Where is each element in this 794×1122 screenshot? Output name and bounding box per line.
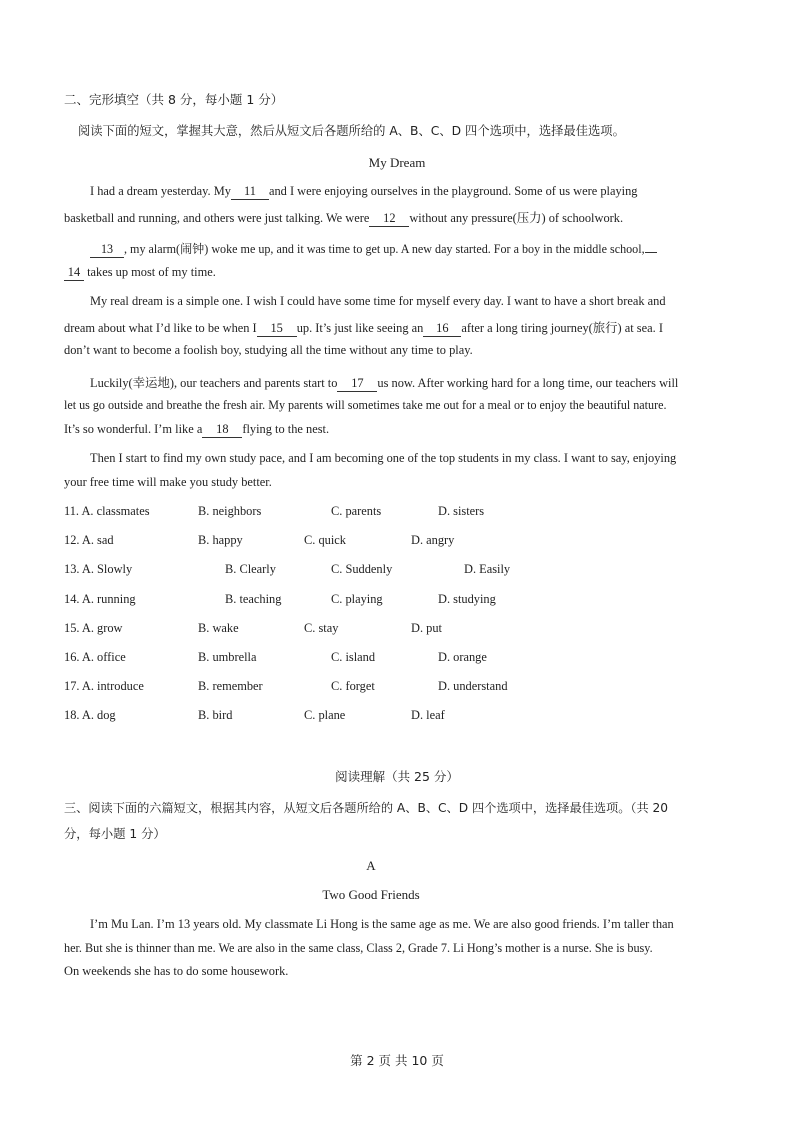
text: after a long tiring journey(旅行) at sea. I xyxy=(461,321,663,335)
option-c: C. parents xyxy=(331,504,382,518)
page-number: 第 2 页 共 10 页 xyxy=(350,1053,444,1068)
paragraph-line xyxy=(64,318,663,337)
paragraph-line: her. But she is thinner than me. We are also in the same class, Class 2, Grade 7. Li Hong’s mother is a nurse. She is busy. xyxy=(64,941,653,955)
passage-title: Two Good Friends xyxy=(322,887,420,902)
option-number: 18. A. dog xyxy=(64,708,116,722)
option-c: C. Suddenly xyxy=(331,562,393,576)
paragraph-line xyxy=(90,184,637,200)
option-d: D. studying xyxy=(438,592,496,606)
option-d: D. leaf xyxy=(411,708,445,722)
text: takes up most of my time. xyxy=(87,265,216,279)
reading-heading: 阅读理解（共 25 分） xyxy=(335,769,459,784)
option-d: D. orange xyxy=(438,650,487,664)
text: us now. After working hard for a long time, our teachers will xyxy=(377,376,679,390)
option-d: D. angry xyxy=(411,533,455,547)
text: without any pressure(压力) of schoolwork. xyxy=(409,211,624,225)
passage-letter: A xyxy=(366,858,376,873)
passage-title: My Dream xyxy=(368,155,426,170)
option-d: D. sisters xyxy=(438,504,485,518)
paragraph-line xyxy=(64,208,623,227)
reading-instruction: 分，每小题 1 分） xyxy=(64,827,166,841)
text: dream about what I’d like to be when I xyxy=(64,321,257,335)
paragraph-line: let us go outside and breathe the fresh air. My parents will sometimes take me out for a meal or to enjoy the beautiful nature. xyxy=(64,398,667,412)
paragraph-line: don’t want to become a foolish boy, studying all the time without any time to play. xyxy=(64,343,473,357)
text: I had a dream yesterday. My xyxy=(90,184,231,198)
paragraph-line: your free time will make you study better. xyxy=(64,475,272,489)
text: flying to the nest. xyxy=(242,422,330,436)
paragraph-line: My real dream is a simple one. I wish I could have some time for myself every day. I want to have a short break and xyxy=(90,294,666,308)
blank-underline xyxy=(645,252,657,253)
blank-13: 13 xyxy=(90,242,124,258)
option-b: B. bird xyxy=(198,708,233,722)
option-d: D. put xyxy=(411,621,442,635)
text: It’s so wonderful. I’m like a xyxy=(64,422,203,436)
text: and I were enjoying ourselves in the playground. Some of us were playing xyxy=(268,184,638,198)
paragraph-line: On weekends she has to do some housework. xyxy=(64,964,289,978)
option-b: B. teaching xyxy=(225,592,282,606)
option-number: 17. A. introduce xyxy=(64,679,144,693)
option-b: B. wake xyxy=(198,621,239,635)
option-number: 12. A. sad xyxy=(64,533,114,547)
text: basketball and running, and others were just talking. We were xyxy=(64,211,370,225)
text: up. It’s just like seeing an xyxy=(296,321,424,335)
paragraph-line: I’m Mu Lan. I’m 13 years old. My classmate Li Hong is the same age as me. We are also good friends. I’m taller than xyxy=(90,917,674,931)
text: , my alarm(闹钟) woke me up, and it was time to get up. A new day started. For a boy in the middle school, xyxy=(124,242,645,256)
option-d: D. Easily xyxy=(464,562,511,576)
text: Luckily(幸运地), our teachers and parents start to xyxy=(90,376,338,390)
reading-instruction: 三、阅读下面的六篇短文，根据其内容，从短文后各题所给的 A、B、C、D 四个选项中，选择最佳选项。（共 20 xyxy=(64,801,669,815)
blank-15: 15 xyxy=(257,321,297,337)
blank-11: 11 xyxy=(231,184,269,200)
option-c: C. stay xyxy=(304,621,339,635)
blank-12: 12 xyxy=(369,211,409,227)
option-number: 16. A. office xyxy=(64,650,126,664)
paragraph-line xyxy=(90,240,657,258)
blank-14: 14 xyxy=(64,265,84,281)
option-c: C. quick xyxy=(304,533,346,547)
section-instruction: 阅读下面的短文，掌握其大意，然后从短文后各题所给的 A、B、C、D 四个选项中，选择最佳选项。 xyxy=(78,124,625,138)
option-c: C. plane xyxy=(304,708,346,722)
blank-18: 18 xyxy=(202,422,242,438)
blank-17: 17 xyxy=(337,376,377,392)
option-c: C. island xyxy=(331,650,376,664)
paragraph-line: Then I start to find my own study pace, and I am becoming one of the top students in my class. I want to say, enjoying xyxy=(90,451,677,465)
option-b: B. neighbors xyxy=(198,504,262,518)
option-b: B. Clearly xyxy=(225,562,276,576)
option-c: C. playing xyxy=(331,592,383,606)
option-number: 14. A. running xyxy=(64,592,136,606)
option-number: 11. A. classmates xyxy=(64,504,150,518)
option-number: 15. A. grow xyxy=(64,621,123,635)
section-heading: 二、完形填空（共 8 分，每小题 1 分） xyxy=(64,92,284,107)
option-number: 13. A. Slowly xyxy=(64,562,133,576)
blank-16: 16 xyxy=(423,321,461,337)
option-b: B. umbrella xyxy=(198,650,257,664)
paragraph-line xyxy=(64,265,216,281)
option-d: D. understand xyxy=(438,679,508,693)
option-c: C. forget xyxy=(331,679,375,693)
paragraph-line xyxy=(90,373,678,392)
option-b: B. remember xyxy=(198,679,263,693)
paragraph-line xyxy=(64,422,329,438)
option-b: B. happy xyxy=(198,533,243,547)
